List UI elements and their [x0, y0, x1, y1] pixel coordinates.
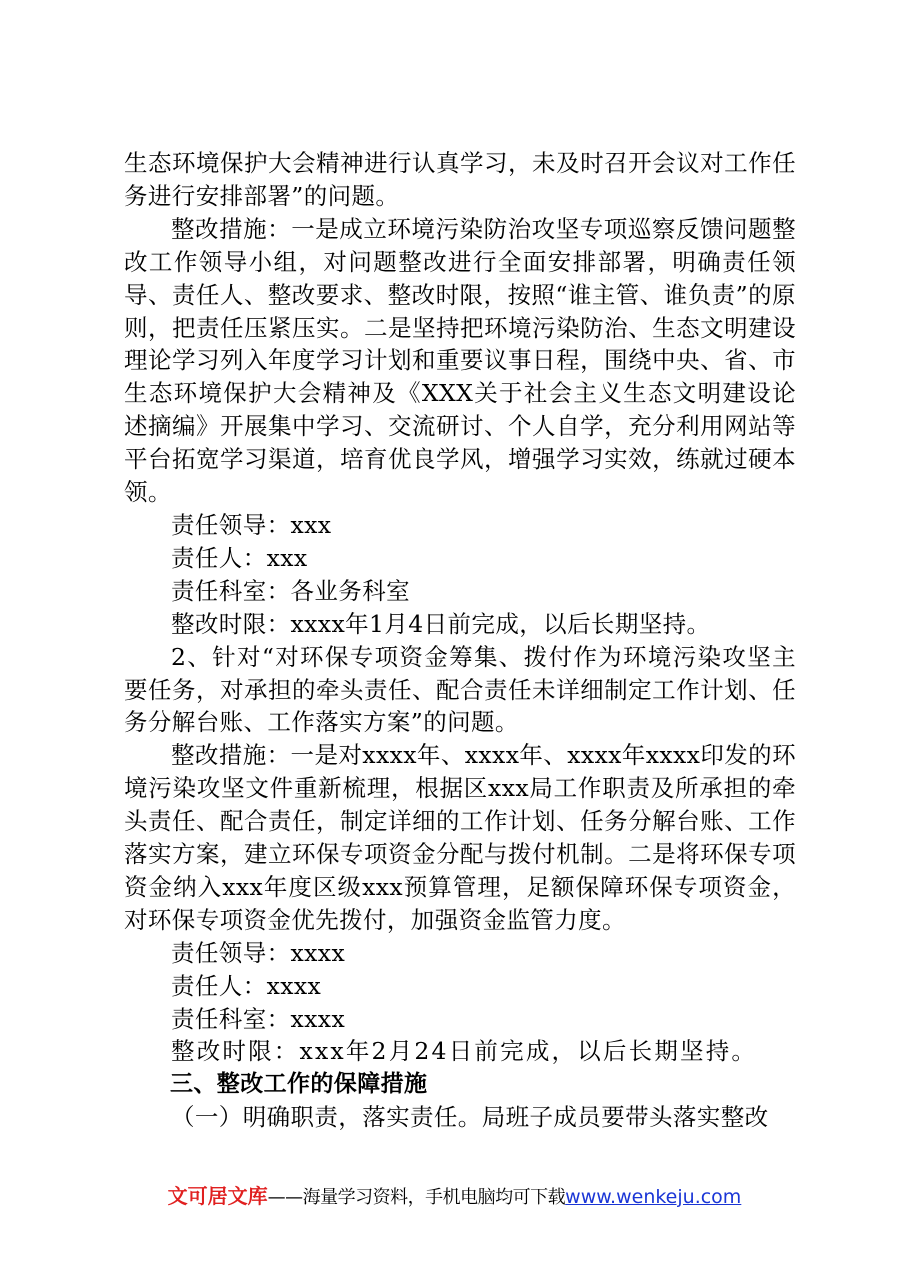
deadline-2: 整改时限：xxx年2月24日前完成，以后长期坚持。: [171, 1037, 758, 1066]
sub-paragraph: （一）明确职责，落实责任。局班子成员要带头落实整改: [171, 1103, 769, 1132]
paragraph-issue-2: 2、针对“对环保专项资金筹集、拨付作为环境污染攻坚主要任务，对承担的牵头责任、配合责任未详细制定工作计划、任务分解台账、工作落实方案”的问题。: [124, 642, 796, 737]
footer-brand: 文可居文库: [167, 1184, 268, 1208]
footer-banner: [0, 1182, 909, 1212]
footer-site-link[interactable]: www.wenkeju.com: [565, 1186, 742, 1208]
deadline-1: 整改时限：xxxx年1月4日前完成，以后长期坚持。: [171, 609, 711, 638]
responsible-department-2: 责任科室：xxxx: [171, 1004, 346, 1033]
footer-slogan: ——海量学习资料，手机电脑均可下载: [267, 1187, 566, 1208]
responsible-department-1: 责任科室：各业务科室: [171, 576, 410, 605]
paragraph-continued: 生态环境保护大会精神进行认真学习，未及时召开会议对工作任务进行安排部署”的问题。: [124, 149, 796, 210]
paragraph-measures-2: 整改措施：一是对xxxx年、xxxx年、xxxx年xxxx印发的环境污染攻坚文件重新梳理，根据区xxx局工作职责及所承担的牵头责任、配合责任，制定详细的工作计划、任务分解台账、工作落实方案，建立环保专项资金分配与拨付机制。二是将环保专项资金纳入xxx年度区级xxx预算管理，足额保障环保专项资金，对环保专项资金优先拨付，加强资金监管力度。: [124, 741, 796, 934]
responsible-leader-2: 责任领导：xxxx: [171, 938, 346, 967]
responsible-leader-1: 责任领导：xxx: [171, 510, 332, 539]
section-heading: 三、整改工作的保障措施: [170, 1071, 428, 1098]
responsible-person-1: 责任人：xxx: [171, 543, 308, 572]
paragraph-measures-1: 整改措施：一是成立环境污染防治攻坚专项巡察反馈问题整改工作领导小组，对问题整改进行全面安排部署，明确责任领导、责任人、整改要求、整改时限，按照“谁主管、谁负责”的原则，把责任压紧压实。二是坚持把环境污染防治、生态文明建设理论学习列入年度学习计划和重要议事日程，围绕中央、省、市生态环境保护大会精神及《XXX关于社会主义生态文明建设论述摘编》开展集中学习、交流研讨、个人自学，充分利用网站等平台拓宽学习渠道，培育优良学风，增强学习实效，练就过硬本领。: [124, 214, 796, 507]
document-body: [124, 147, 796, 1134]
responsible-person-2: 责任人：xxxx: [171, 971, 322, 1000]
